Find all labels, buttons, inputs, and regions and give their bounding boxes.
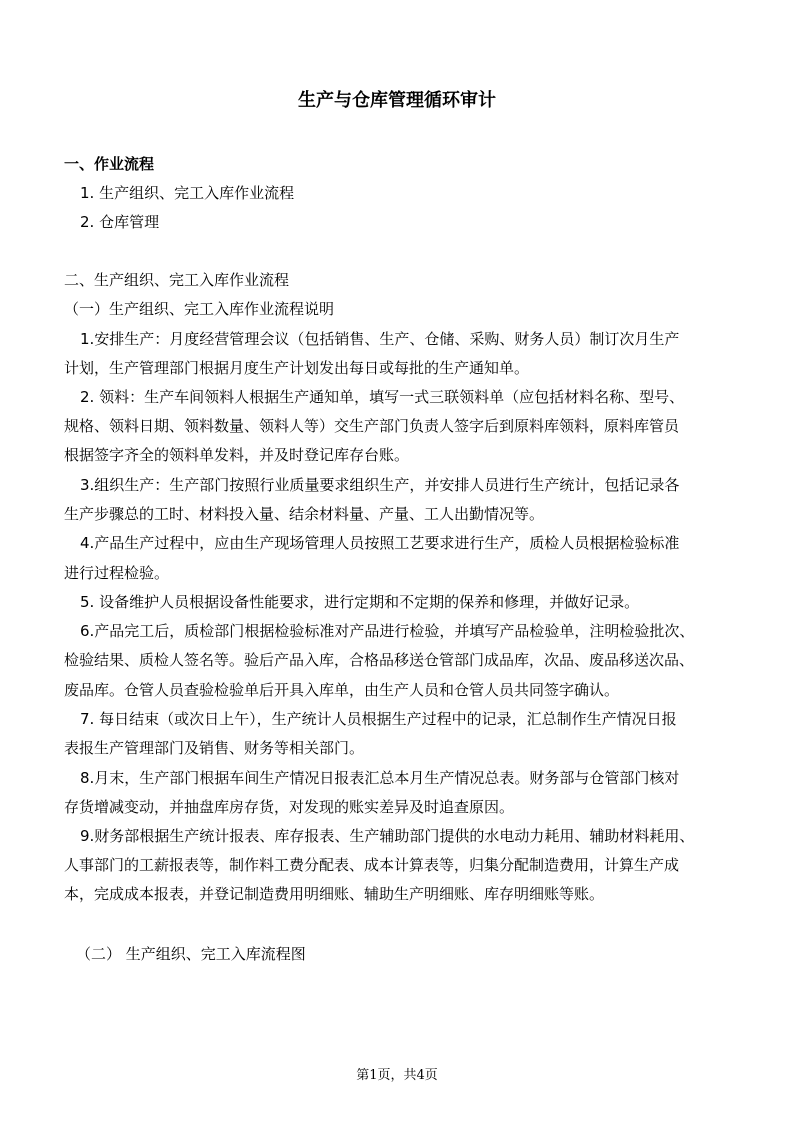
paragraph-line: 6.产品完工后，质检部门根据检验标准对产品进行检验，并填写产品检验单，注明检验批次、 — [80, 622, 695, 640]
paragraph-line: 生产步骤总的工时、材料投入量、结余材料量、产量、工人出勤情况等。 — [64, 505, 545, 523]
subsection-heading-flowchart: （二） 生产组织、完工入库流程图 — [76, 945, 306, 963]
paragraph-line: 计划，生产管理部门根据月度生产计划发出每日或每批的生产通知单。 — [64, 359, 530, 377]
paragraph-line: 废品库。仓管人员查验检验单后开具入库单，由生产人员和仓管人员共同签字确认。 — [64, 681, 620, 699]
paragraph-line: 检验结果、质检人签名等。验后产品入库，合格品移送仓管部门成品库，次品、废品移送次品、 — [64, 651, 695, 669]
paragraph-line: 9.财务部根据生产统计报表、库存报表、生产辅助部门提供的水电动力耗用、辅助材料耗用、 — [80, 827, 695, 845]
paragraph-line: 1.安排生产：月度经营管理会议（包括销售、生产、仓储、采购、财务人员）制订次月生产 — [80, 330, 680, 348]
paragraph-line: 规格、领料日期、领料数量、领料人等）交生产部门负责人签字后到原料库领料，原料库管员 — [64, 417, 680, 435]
paragraph-line: 进行过程检验。 — [64, 564, 170, 582]
section-heading-workflow: 一、作业流程 — [64, 155, 155, 173]
paragraph-line: 5. 设备维护人员根据设备性能要求，进行定期和不定期的保养和修理，并做好记录。 — [80, 593, 640, 611]
paragraph-line: 2. 领料：生产车间领料人根据生产通知单，填写一式三联领料单（应包括材料名称、型号、 — [80, 388, 685, 406]
list-item: 2. 仓库管理 — [80, 213, 160, 231]
document-title: 生产与仓库管理循环审计 — [298, 90, 496, 111]
section-heading-production: 二、生产组织、完工入库作业流程 — [64, 271, 290, 289]
paragraph-line: 本，完成成本报表，并登记制造费用明细账、辅助生产明细账、库存明细账等账。 — [64, 885, 605, 903]
page-number-footer: 第1页，共4页 — [356, 1068, 438, 1083]
paragraph-line: 4.产品生产过程中，应由生产现场管理人员按照工艺要求进行生产，质检人员根据检验标准 — [80, 534, 680, 552]
paragraph-line: 3.组织生产：生产部门按照行业质量要求组织生产，并安排人员进行生产统计，包括记录各 — [80, 476, 680, 494]
paragraph-line: 存货增减变动，并抽盘库房存货，对发现的账实差异及时追查原因。 — [64, 798, 515, 816]
list-item: 1. 生产组织、完工入库作业流程 — [80, 184, 295, 202]
paragraph-line: 7. 每日结束（或次日上午），生产统计人员根据生产过程中的记录，汇总制作生产情况日报 — [80, 710, 677, 728]
paragraph-line: 8.月末，生产部门根据车间生产情况日报表汇总本月生产情况总表。财务部与仓管部门核对 — [80, 769, 680, 787]
paragraph-line: 表报生产管理部门及销售、财务等相关部门。 — [64, 739, 365, 757]
paragraph-line: 人事部门的工薪报表等，制作料工费分配表、成本计算表等，归集分配制造费用，计算生产成 — [64, 856, 680, 874]
paragraph-line: 根据签字齐全的领料单发料，并及时登记库存台账。 — [64, 446, 410, 464]
subsection-heading-description: （一）生产组织、完工入库作业流程说明 — [64, 300, 335, 318]
